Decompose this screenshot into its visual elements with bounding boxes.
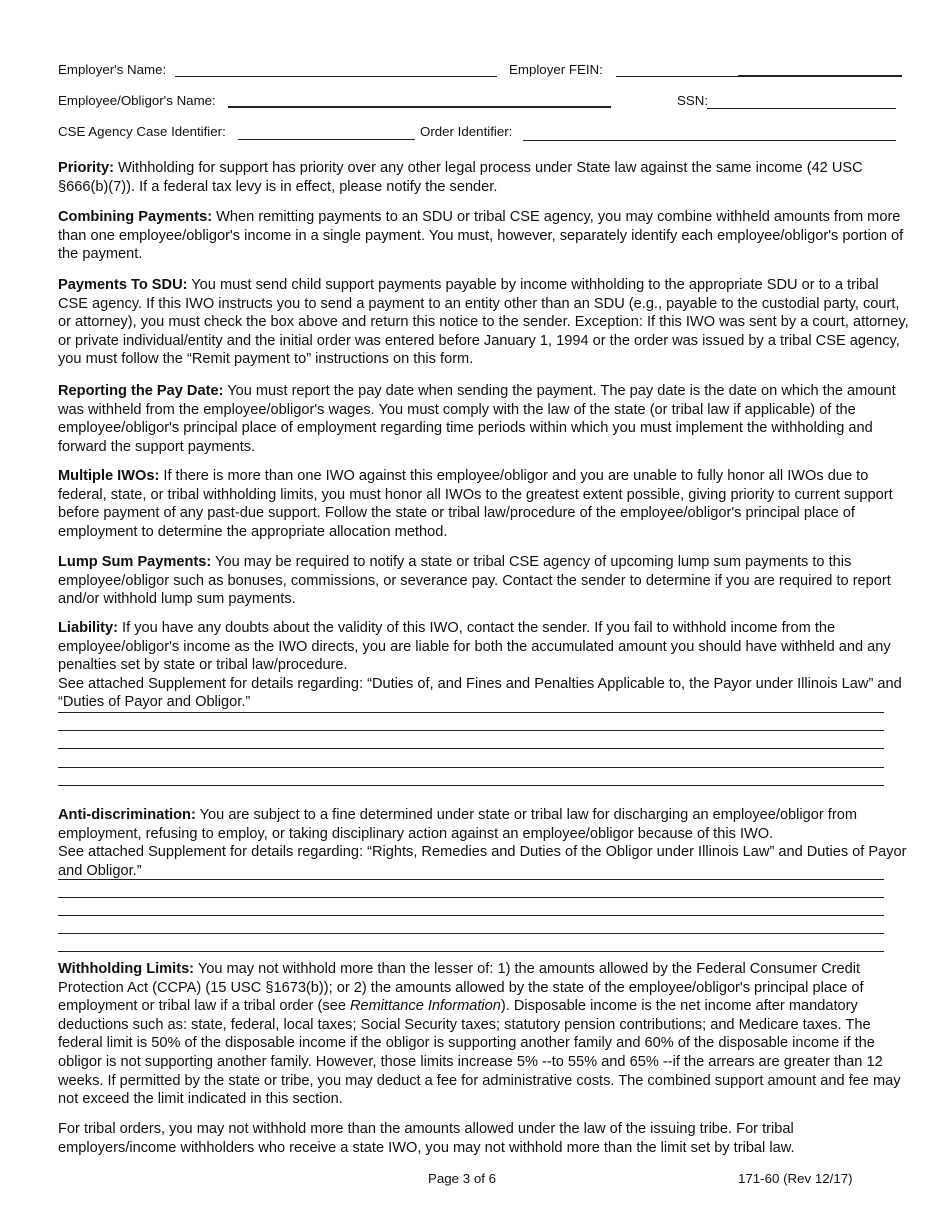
employer-name-field[interactable] [175, 76, 497, 77]
ssn-field[interactable] [707, 108, 896, 109]
anti-discrimination-line-5[interactable] [58, 951, 884, 952]
case-id-field[interactable] [238, 139, 415, 140]
liability-line-2[interactable] [58, 730, 884, 731]
anti-discrimination-text: You are subject to a fine determined under state or tribal law for discharging an employee/obligor from employment, refusing to employ, or taking disciplinary action against an employee/obligor because of this IWO. [58, 807, 857, 842]
remittance-information-ref: Remittance Information [350, 998, 501, 1015]
priority-text: Withholding for support has priority over any other legal process under State law against the same income (42 USC §666(b)(7)). If a federal tax levy is in effect, please notify the sender. [58, 160, 863, 195]
employer-name-label: Employer's Name: [58, 62, 167, 77]
employer-fein-label: Employer FEIN: [509, 62, 603, 77]
liability-line-1[interactable] [58, 712, 884, 713]
lump-sum-paragraph [58, 553, 910, 609]
combining-payments-paragraph [58, 208, 910, 264]
payments-sdu-heading: Payments To SDU: [58, 277, 188, 293]
liability-text: If you have any doubts about the validity of this IWO, contact the sender. If you fail to withhold income from the employee/obligor's income as the IWO directs, you are liable for both the accumulated amount you should have withheld and any penalties set by state or tribal law/procedure. [58, 620, 891, 674]
anti-discrimination-line-2[interactable] [58, 897, 884, 898]
employee-name-label: Employee/Obligor's Name: [58, 93, 216, 108]
anti-discrimination-paragraph [58, 806, 910, 880]
payments-sdu-paragraph [58, 276, 910, 369]
liability-line-5[interactable] [58, 785, 884, 786]
order-id-field[interactable] [523, 140, 896, 141]
liability-heading: Liability: [58, 620, 118, 636]
priority-heading: Priority: [58, 160, 114, 176]
combining-payments-heading: Combining Payments: [58, 209, 213, 225]
priority-paragraph [58, 159, 910, 196]
combining-payments-text: When remitting payments to an SDU or tribal CSE agency, you may combine withheld amounts from more than one employee/obligor's income in a single payment. You must, however, separately identify each employee/obligor's portion of the payment. [58, 209, 904, 263]
ssn-label: SSN: [677, 93, 709, 108]
liability-paragraph [58, 619, 910, 712]
multiple-iwos-text: If there is more than one IWO against this employee/obligor and you are unable to fully honor all IWOs due to federal, state, or tribal withholding limits, you must honor all IWOs to the greatest extent possible, giving priority to current support before payment of any past-due support. Follow the state or tribal law/procedure of the employee/obligor's principal place of employment to determine the appropriate allocation method. [58, 468, 893, 540]
form-number: 171-60 (Rev 12/17) [738, 1171, 853, 1186]
lump-sum-heading: Lump Sum Payments: [58, 554, 212, 570]
anti-discrimination-supplement: See attached Supplement for details regarding: “Rights, Remedies and Duties of the Obligor under Illinois Law” and Duties of Payor and Obligor.” [58, 844, 907, 879]
page-number: Page 3 of 6 [428, 1171, 497, 1186]
employer-fein-underline-extra [738, 75, 902, 76]
employee-name-field[interactable] [228, 106, 611, 108]
withholding-limits-text-b: ). Disposable income is the net income after mandatory deductions such as: state, federal, local taxes; Social Security taxes; statutory pension contributions; and Medicare taxes. The federal limit is 50% of the disposable income if the obligor is supporting another family and 60% of the disposable income if the obligor is not supporting another family. However, those limits increase 5% --to 55% and 65% --if the arrears are greater than 12 weeks. If permitted by the state or tribe, you may deduct a fee for administrative costs. The combined support amount and fee may not exceed the limit indicated in this section. [58, 998, 901, 1108]
pay-date-heading: Reporting the Pay Date: [58, 383, 224, 399]
order-id-label: Order Identifier: [420, 124, 513, 139]
pay-date-text: You must report the pay date when sending the payment. The pay date is the date on which the amount was withheld from the employee/obligor's wages. You must comply with the law of the state (or tribal law if applicable) of the employee/obligor's principal place of employment regarding time periods within which you must implement the withholding and forward the support payments. [58, 383, 896, 455]
employer-fein-field[interactable] [616, 76, 902, 77]
withholding-limits-text-a: You may not withhold more than the lesser of: 1) the amounts allowed by the Federal Consumer Credit Protection Act (CCPA) (15 USC §1673(b)); or 2) the amounts allowed by the state of the employee/obligor's principal place of employment or tribal law if a tribal order (see [58, 961, 864, 1015]
lump-sum-text: You may be required to notify a state or tribal CSE agency of upcoming lump sum payments to this employee/obligor such as bonuses, commissions, or severance pay. Contact the sender to determine if you are required to report and/or withhold lump sum payments. [58, 554, 891, 608]
liability-line-3[interactable] [58, 748, 884, 749]
liability-supplement: See attached Supplement for details regarding: “Duties of, and Fines and Penalties Applicable to, the Payor under Illinois Law” and “Duties of Payor and Obligor.” [58, 675, 902, 711]
withholding-limits-paragraph [58, 960, 910, 1109]
payments-sdu-text: You must send child support payments payable by income withholding to the appropriate SDU or to a tribal CSE agency. If this IWO instructs you to send a payment to an entity other than an SDU (e.g., payable to the custodial party, court, or attorney), you must check the box above and return this notice to the sender. Exception: If this IWO was sent by a court, attorney, or private individual/entity and the initial order was entered before January 1, 1994 or the order was issued by a tribal CSE agency, you must follow the “Remit payment to” instructions on this form. [58, 277, 909, 368]
tribal-orders-text: For tribal orders, you may not withhold more than the amounts allowed under the law of the issuing tribe. For tribal employers/income withholders who receive a state IWO, you may not withhold more than the limit set by tribal law. [58, 1121, 795, 1156]
anti-discrimination-line-1[interactable] [58, 879, 884, 880]
anti-discrimination-line-3[interactable] [58, 915, 884, 916]
tribal-orders-paragraph [58, 1120, 910, 1157]
withholding-limits-heading: Withholding Limits: [58, 961, 195, 977]
liability-line-4[interactable] [58, 767, 884, 768]
multiple-iwos-heading: Multiple IWOs: [58, 468, 160, 484]
anti-discrimination-line-4[interactable] [58, 933, 884, 934]
anti-discrimination-heading: Anti-discrimination: [58, 807, 196, 823]
pay-date-paragraph [58, 382, 910, 456]
case-id-label: CSE Agency Case Identifier: [58, 124, 226, 139]
multiple-iwos-paragraph [58, 467, 910, 541]
